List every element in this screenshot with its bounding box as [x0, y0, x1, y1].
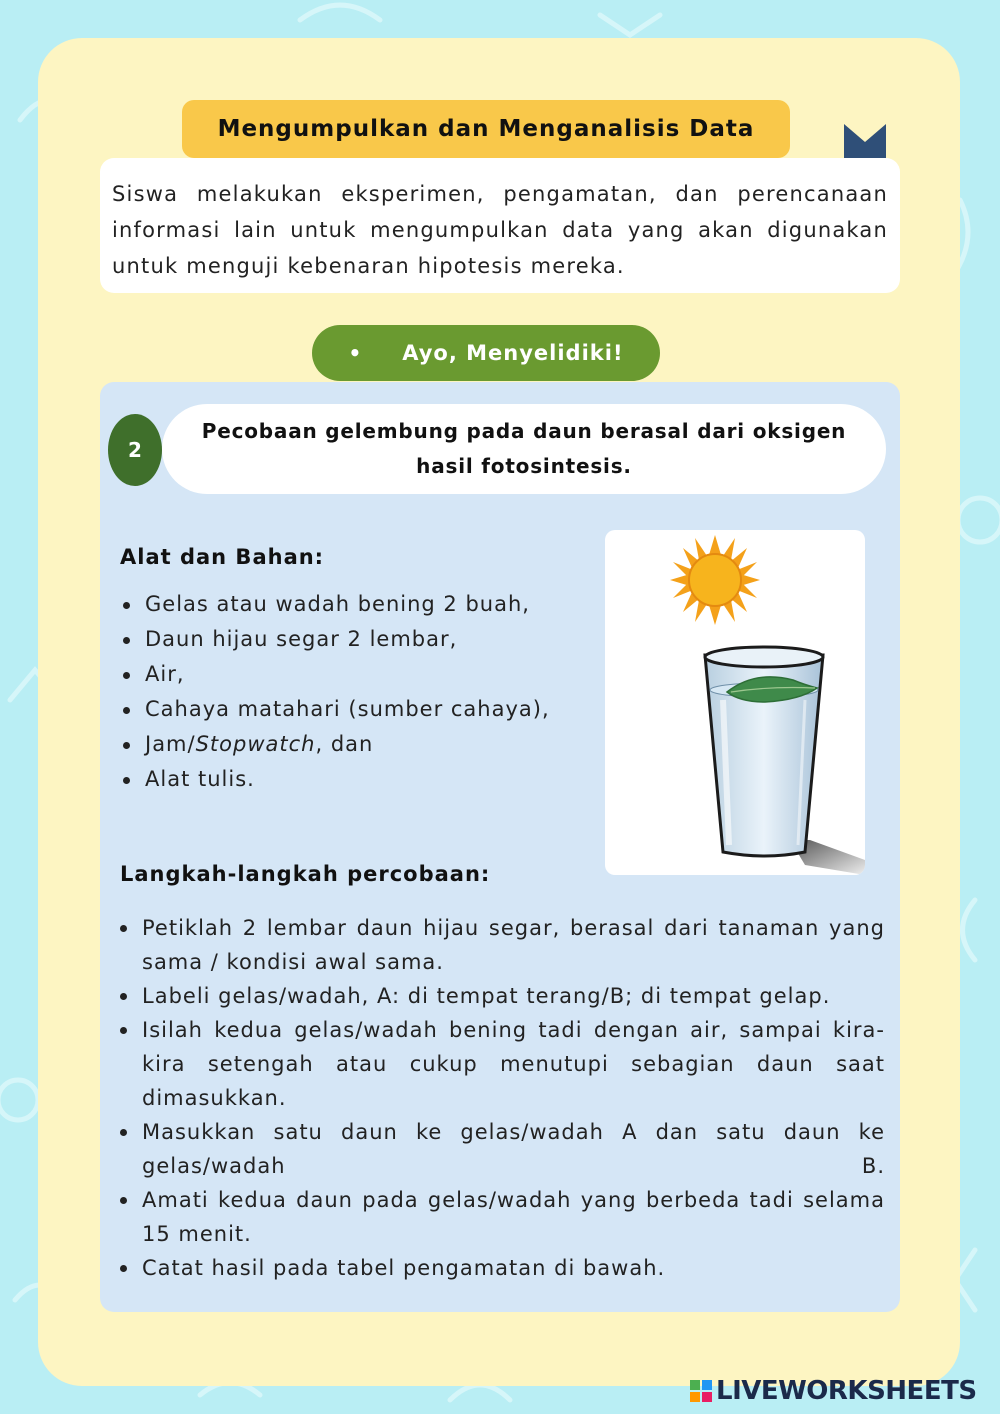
list-item: Air, — [120, 657, 600, 692]
list-item: Catat hasil pada tabel pengamatan di bawah. — [117, 1251, 885, 1285]
experiment-number: 2 — [108, 414, 162, 486]
tools-heading: Alat dan Bahan: — [120, 545, 325, 569]
liveworksheets-logo-icon — [690, 1380, 712, 1402]
list-item: Isilah kedua gelas/wadah bening tadi dengan air, sampai kira-kira setengah atau cukup menutupi sebagian daun saat dimasukkan. — [117, 1013, 885, 1115]
list-item: Gelas atau wadah bening 2 buah, — [120, 587, 600, 622]
tools-list — [120, 587, 600, 797]
watermark-text: LIVEWORKSHEETS — [716, 1376, 977, 1406]
intro-text: Siswa melakukan eksperimen, pengamatan, dan perencanaan informasi lain untuk mengumpulkan data yang akan digunakan untuk menguji kebenaran hipotesis mereka. — [100, 158, 900, 293]
sun-icon — [670, 535, 760, 625]
page-title: Mengumpulkan dan Menganalisis Data — [182, 100, 790, 158]
list-item: Daun hijau segar 2 lembar, — [120, 622, 600, 657]
bookmark-icon — [844, 124, 886, 160]
liveworksheets-watermark[interactable] — [690, 1376, 977, 1406]
experiment-illustration — [605, 530, 865, 875]
section-label — [312, 325, 660, 381]
list-item: Labeli gelas/wadah, A: di tempat terang/B; di tempat gelap. — [117, 979, 885, 1013]
list-item: Masukkan satu daun ke gelas/wadah A dan satu daun ke gelas/wadah B. — [117, 1115, 885, 1183]
steps-list — [117, 911, 885, 1285]
steps-heading: Langkah-langkah percobaan: — [120, 862, 491, 886]
list-item: Petiklah 2 lembar daun hijau segar, berasal dari tanaman yang sama / kondisi awal sama. — [117, 911, 885, 979]
list-item: Amati kedua daun pada gelas/wadah yang berbeda tadi selama 15 menit. — [117, 1183, 885, 1251]
experiment-title-line-2: hasil fotosintesis. — [416, 454, 632, 478]
list-item: Alat tulis. — [120, 762, 600, 797]
section-bullet: • — [348, 341, 363, 365]
list-item — [120, 727, 600, 762]
section-label-text: Ayo, Menyelidiki! — [402, 341, 624, 365]
list-item-text: Jam/ — [145, 732, 196, 756]
list-item-suffix: , dan — [315, 732, 374, 756]
list-item: Cahaya matahari (sumber cahaya), — [120, 692, 600, 727]
experiment-title — [162, 404, 886, 494]
experiment-title-line-1: Pecobaan gelembung pada daun berasal dari oksigen — [201, 419, 847, 443]
list-item-italic: Stopwatch — [195, 732, 316, 756]
